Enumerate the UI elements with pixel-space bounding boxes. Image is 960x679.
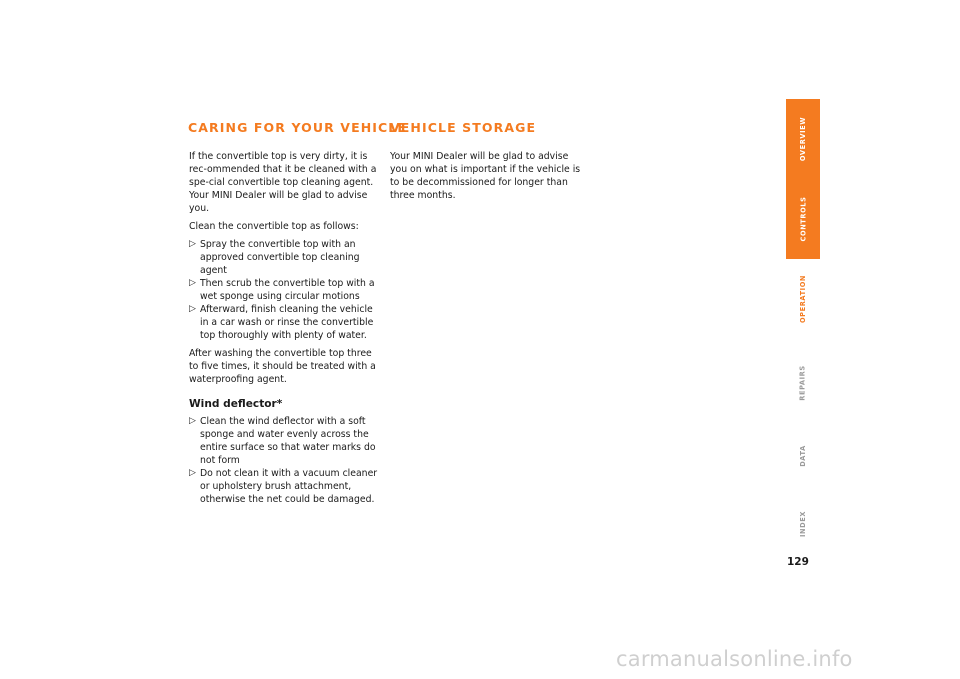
list-item: ▷ Spray the convertible top with an approved convertible top cleaning agent: [189, 239, 360, 276]
page-number: 129: [787, 556, 809, 568]
section-heading-storage: VEHICLE STORAGE: [390, 120, 537, 135]
tab-index[interactable]: INDEX: [798, 510, 807, 538]
tab-data[interactable]: DATA: [799, 445, 807, 467]
tab-operation[interactable]: OPERATION: [786, 259, 820, 339]
list-item: ▷ Then scrub the convertible top with a wet sponge using circular motions: [189, 278, 375, 302]
watermark: carmanualsonline.info: [616, 647, 853, 671]
list-item: ▷ Do not clean it with a vacuum cleaner or upholstery brush attachment, otherwise the net could be damaged.: [189, 468, 378, 505]
storage-text: Your MINI Dealer will be glad to advise you on what is important if the vehicle is to be decommissioned for longer than three months.: [390, 151, 581, 201]
triangle-bullet-icon: ▷: [189, 468, 196, 478]
left-column: [189, 150, 383, 511]
cleaning-steps-list: [189, 238, 383, 342]
triangle-bullet-icon: ▷: [189, 416, 196, 426]
tab-overview[interactable]: OVERVIEW: [799, 116, 807, 162]
triangle-bullet-icon: ▷: [189, 304, 196, 314]
tab-repairs[interactable]: REPAIRS: [799, 365, 807, 401]
wind-deflector-subheading: Wind deflector*: [189, 398, 283, 410]
clean-steps-intro: Clean the convertible top as follows:: [189, 221, 359, 232]
list-item: ▷ Clean the wind deflector with a soft sponge and water evenly across the entire surface so that water marks do not form: [189, 416, 376, 466]
triangle-bullet-icon: ▷: [189, 239, 196, 249]
convertible-top-intro: If the convertible top is very dirty, it is rec-ommended that it be cleaned with a spe-cial convertible top cleaning agent. Your MINI Dealer will be glad to advise you.: [189, 151, 377, 214]
wind-deflector-list: [189, 415, 383, 506]
chapter-sidebar: [786, 99, 820, 547]
tab-controls[interactable]: CONTROLS: [799, 196, 807, 242]
waterproofing-note: After washing the convertible top three to five times, it should be treated with a waterproofing agent.: [189, 348, 376, 385]
list-item: ▷ Afterward, finish cleaning the vehicle in a car wash or rinse the convertible top thoroughly with plenty of water.: [189, 304, 374, 341]
section-heading-caring: CARING FOR YOUR VEHICLE: [188, 120, 408, 135]
triangle-bullet-icon: ▷: [189, 278, 196, 288]
right-column: [390, 150, 582, 207]
